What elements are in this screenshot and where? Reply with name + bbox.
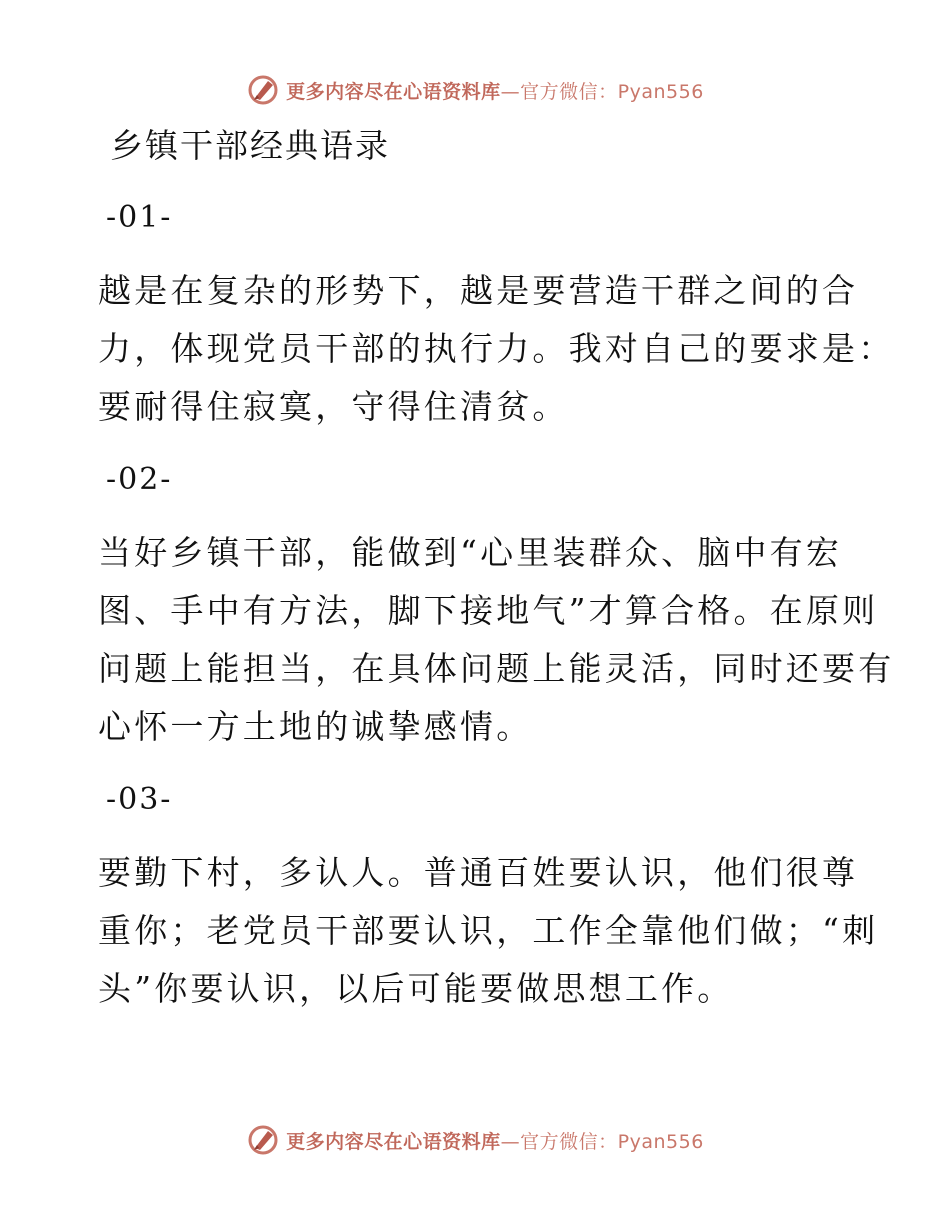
quill-pen-logo-icon (246, 1123, 280, 1157)
quill-pen-logo-icon (246, 73, 280, 107)
watermark-text-rest: —官方微信：Pyan556 (500, 80, 704, 103)
paragraph-line: 心怀一方土地的诚挚感情。 (98, 707, 533, 746)
section-number: -02- (106, 462, 173, 497)
section-number: -01- (106, 200, 173, 235)
paragraph-line: 图、手中有方法，脚下接地气”才算合格。在原则 (98, 591, 879, 630)
paragraph-line: 问题上能担当，在具体问题上能灵活，同时还要有 (98, 649, 895, 688)
watermark-text-bold: 更多内容尽在心语资料库 (286, 1130, 501, 1153)
section-paragraph (98, 524, 895, 756)
watermark-text-rest: —官方微信：Pyan556 (500, 1130, 704, 1153)
paragraph-line: 越是在复杂的形势下，越是要营造干群之间的合 (98, 271, 859, 310)
watermark-text-bold: 更多内容尽在心语资料库 (286, 80, 501, 103)
watermark-text (286, 1127, 704, 1154)
paragraph-line: 要耐得住寂寞，守得住清贫。 (98, 387, 569, 426)
section-paragraph (98, 262, 895, 436)
paragraph-line: 要勤下村，多认人。普通百姓要认识，他们很尊 (98, 853, 859, 892)
paragraph-line: 当好乡镇干部，能做到“心里装群众、脑中有宏 (98, 533, 843, 572)
header-watermark (0, 70, 950, 110)
document-body (98, 118, 895, 1018)
paragraph-line: 力，体现党员干部的执行力。我对自己的要求是： (98, 329, 895, 368)
section-paragraph (98, 844, 879, 1018)
watermark-text (286, 77, 704, 104)
paragraph-line: 头”你要认识，以后可能要做思想工作。 (98, 969, 734, 1008)
section-number: -03- (106, 782, 173, 817)
document-title: 乡镇干部经典语录 (110, 126, 390, 165)
paragraph-line: 重你；老党员干部要认识，工作全靠他们做；“刺 (98, 911, 879, 950)
footer-watermark (0, 1120, 950, 1160)
